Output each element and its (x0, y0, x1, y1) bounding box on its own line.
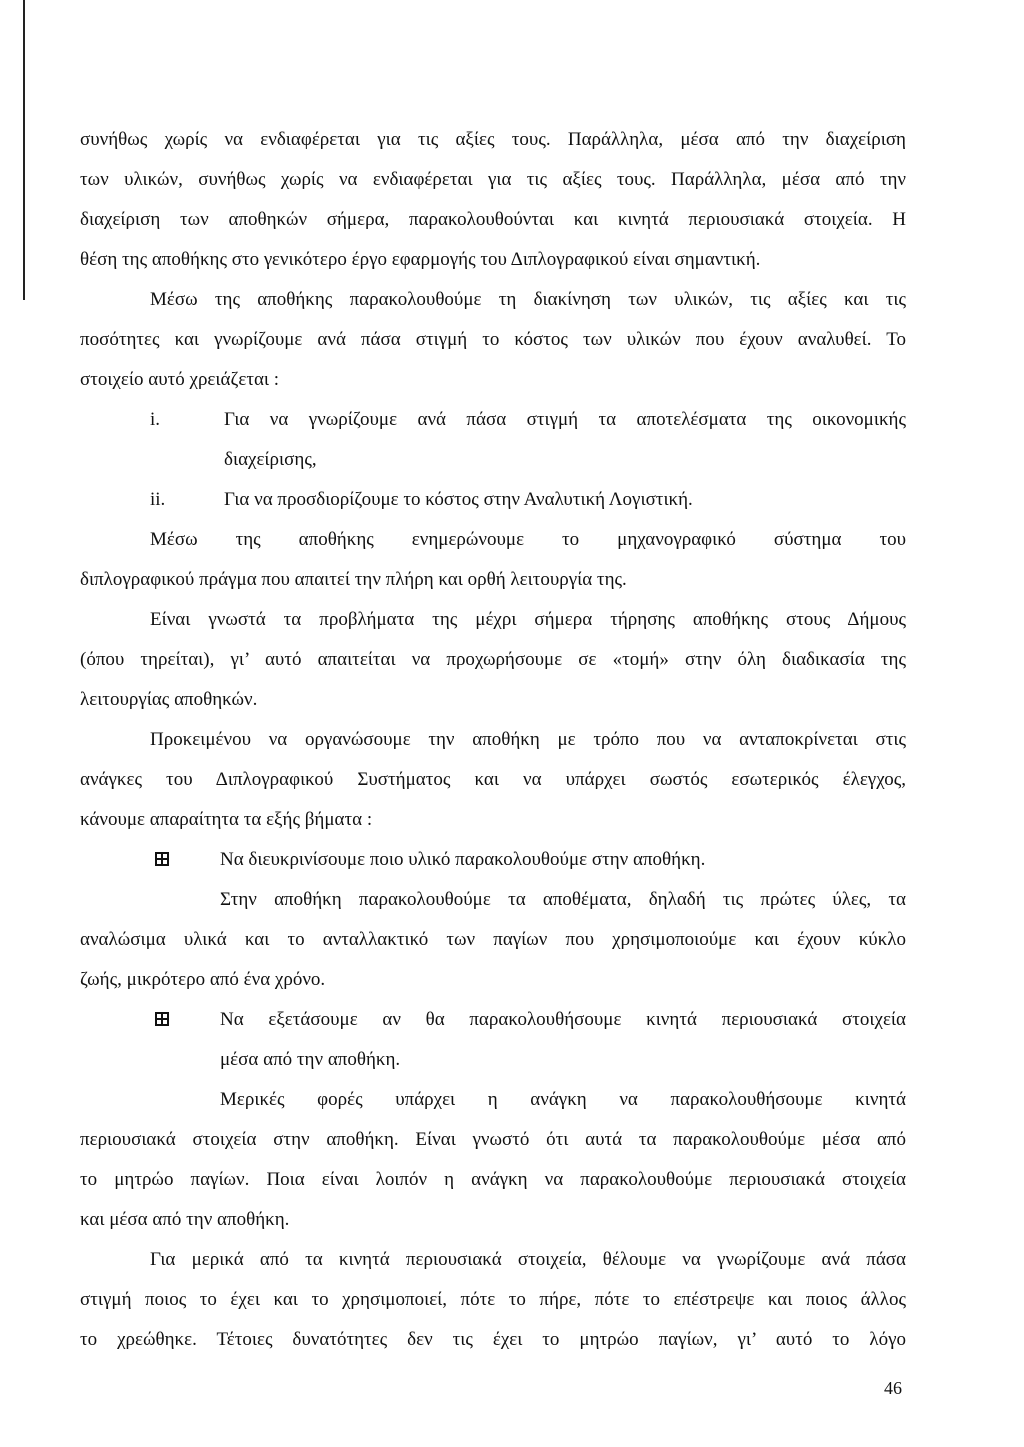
scan-edge-line (23, 0, 25, 300)
text-line: το χρεώθηκε. Τέτοιες δυνατότητες δεν τις έχει το μητρώο παγίων, γι’ αυτό το λόγο (80, 1329, 906, 1350)
text-line: διαχείριση των αποθηκών σήμερα, παρακολουθούνται και κινητά περιουσιακά στοιχεία. Η (80, 209, 906, 230)
list-bullet-icon (155, 1012, 169, 1026)
text-line: ανάγκες του Διπλογραφικού Συστήματος και να υπάρχει σωστός εσωτερικός έλεγχος, (80, 769, 906, 790)
text-line: κάνουμε απαραίτητα τα εξής βήματα : (80, 809, 373, 830)
text-line: Προκειμένου να οργανώσουμε την αποθήκη με τρόπο που να ανταποκρίνεται στις (150, 729, 906, 750)
page-number: 46 (884, 1378, 902, 1398)
item-text: Για να προσδιορίζουμε το κόστος στην Αναλυτική Λογιστική. (224, 489, 693, 510)
bullet-item (80, 840, 906, 880)
text-line: Μέσω της αποθήκης ενημερώνουμε το μηχανογραφικό σύστημα του (150, 529, 906, 550)
numbered-item-continuation (80, 440, 906, 480)
document-body (80, 120, 906, 1360)
item-number: ii. (150, 489, 166, 510)
text-line: Είναι γνωστά τα προβλήματα της μέχρι σήμερα τήρησης αποθήκης στους Δήμους (150, 609, 906, 630)
text-line: στοιχείο αυτό χρειάζεται : (80, 369, 280, 390)
bullet-text: Να διευκρινίσουμε ποιο υλικό παρακολουθούμε στην αποθήκη. (220, 849, 706, 870)
text-line: (όπου τηρείται), γι’ αυτό απαιτείται να προχωρήσουμε σε «τομή» στην όλη διαδικασία της (80, 649, 906, 670)
text-line: συνήθως χωρίς να ενδιαφέρεται για τις αξίες τους. Παράλληλα, μέσα από την διαχείριση (80, 129, 906, 150)
text-line: περιουσιακά στοιχεία στην αποθήκη. Είναι γνωστό ότι αυτά τα παρακολουθούμε μέσα από (80, 1129, 906, 1150)
list-bullet-icon (155, 852, 169, 866)
text-line: Μερικές φορές υπάρχει η ανάγκη να παρακολουθήσουμε κινητά (220, 1089, 906, 1110)
text-line: Μέσω της αποθήκης παρακολουθούμε τη διακίνηση των υλικών, τις αξίες και τις (150, 289, 906, 310)
item-number: i. (150, 409, 161, 430)
text-line: στιγμή ποιος το έχει και το χρησιμοποιεί, πότε το πήρε, πότε το επέστρεψε και ποιος άλλος (80, 1289, 906, 1310)
text-line: διπλογραφικού πράγμα που απαιτεί την πλήρη και ορθή λειτουργία της. (80, 569, 627, 590)
text-line: των υλικών, συνήθως χωρίς να ενδιαφέρεται για τις αξίες τους. Παράλληλα, μέσα από την (80, 169, 906, 190)
text-line: Στην αποθήκη παρακολουθούμε τα αποθέματα, δηλαδή τις πρώτες ύλες, τα (220, 889, 906, 910)
numbered-item (80, 400, 906, 440)
bullet-item (80, 1000, 906, 1040)
text-line: ζωής, μικρότερο από ένα χρόνο. (80, 969, 326, 990)
text-line: αναλώσιμα υλικά και το ανταλλακτικό των παγίων που χρησιμοποιούμε και έχουν κύκλο (80, 929, 906, 950)
item-text: διαχείρισης, (224, 449, 317, 470)
bullet-text: μέσα από την αποθήκη. (220, 1049, 401, 1070)
text-line: θέση της αποθήκης στο γενικότερο έργο εφαρμογής του Διπλογραφικού είναι σημαντική. (80, 249, 761, 270)
text-line: το μητρώο παγίων. Ποια είναι λοιπόν η ανάγκη να παρακολουθούμε περιουσιακά στοιχεία (80, 1169, 906, 1190)
bullet-text: Να εξετάσουμε αν θα παρακολουθήσουμε κινητά περιουσιακά στοιχεία (220, 1009, 906, 1030)
numbered-item (80, 480, 906, 520)
text-line: λειτουργίας αποθηκών. (80, 689, 258, 710)
text-line: ποσότητες και γνωρίζουμε ανά πάσα στιγμή το κόστος των υλικών που έχουν αναλυθεί. Το (80, 329, 906, 350)
text-line: και μέσα από την αποθήκη. (80, 1209, 290, 1230)
item-text: Για να γνωρίζουμε ανά πάσα στιγμή τα αποτελέσματα της οικονομικής (224, 409, 906, 430)
bullet-item-continuation (80, 1040, 906, 1080)
text-line: Για μερικά από τα κινητά περιουσιακά στοιχεία, θέλουμε να γνωρίζουμε ανά πάσα (150, 1249, 906, 1270)
